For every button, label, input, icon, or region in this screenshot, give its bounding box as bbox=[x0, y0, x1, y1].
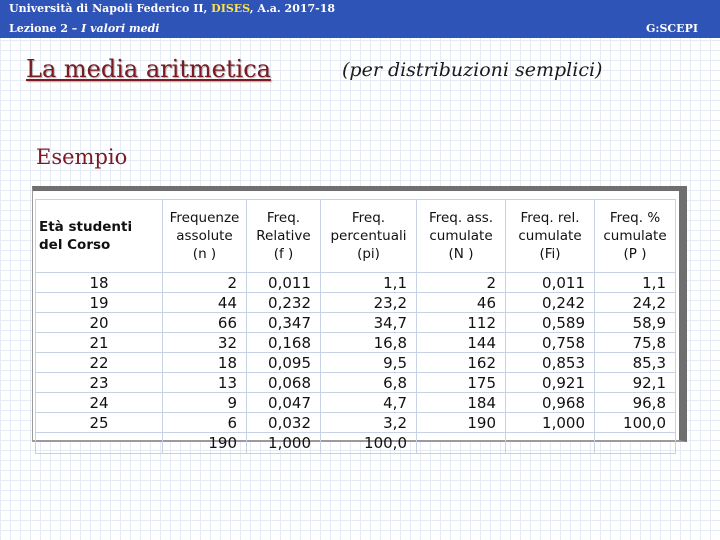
column-header-line: Frequenze bbox=[169, 210, 240, 226]
table-cell: 0,758 bbox=[506, 333, 595, 353]
table-total-cell: 1,000 bbox=[247, 433, 321, 454]
table-cell: 0,242 bbox=[506, 293, 595, 313]
table-cell: 0,011 bbox=[506, 273, 595, 293]
table-cell: 1,1 bbox=[321, 273, 417, 293]
table-cell: 0,232 bbox=[247, 293, 321, 313]
table-cell: 6 bbox=[163, 413, 247, 433]
header-department: DISES bbox=[211, 2, 250, 15]
column-header-line: cumulate bbox=[603, 228, 667, 244]
table-cell: 0,011 bbox=[247, 273, 321, 293]
table-cell: 6,8 bbox=[321, 373, 417, 393]
table-cell: 25 bbox=[36, 413, 163, 433]
table-cell: 175 bbox=[417, 373, 506, 393]
table-cell: 0,589 bbox=[506, 313, 595, 333]
table-cell: 1,000 bbox=[506, 413, 595, 433]
column-header-line: Età studenti bbox=[39, 219, 133, 235]
table-row bbox=[36, 333, 676, 353]
table-cell: 1,1 bbox=[595, 273, 676, 293]
table-cell: 85,3 bbox=[595, 353, 676, 373]
table-cell: 0,347 bbox=[247, 313, 321, 333]
column-header-line: Freq. bbox=[266, 210, 301, 226]
column-header-1 bbox=[163, 200, 247, 273]
table-cell: 18 bbox=[163, 353, 247, 373]
slide-subtitle: (per distribuzioni semplici) bbox=[342, 59, 603, 81]
table-cell: 0,047 bbox=[247, 393, 321, 413]
table-row bbox=[36, 393, 676, 413]
header-code: G:SCEPI bbox=[646, 22, 698, 35]
table-cell: 44 bbox=[163, 293, 247, 313]
column-header-2 bbox=[247, 200, 321, 273]
table-row bbox=[36, 293, 676, 313]
header-academic-year: , A.a. 2017-18 bbox=[249, 2, 336, 15]
column-header-line: cumulate bbox=[518, 228, 582, 244]
table-cell: 92,1 bbox=[595, 373, 676, 393]
header-lesson-prefix: Lezione 2 – bbox=[9, 22, 82, 35]
table-cell: 2 bbox=[163, 273, 247, 293]
table-cell: 112 bbox=[417, 313, 506, 333]
table-total-row bbox=[36, 433, 676, 454]
header-lesson-topic: I valori medi bbox=[81, 22, 160, 35]
table-cell: 32 bbox=[163, 333, 247, 353]
table-cell: 0,095 bbox=[247, 353, 321, 373]
column-header-line: (n ) bbox=[192, 246, 217, 262]
frequency-table-frame bbox=[32, 186, 687, 452]
header-bar bbox=[0, 0, 720, 38]
table-total-cell bbox=[595, 433, 676, 454]
header-lesson-line bbox=[9, 22, 159, 35]
example-label: Esempio bbox=[36, 145, 128, 169]
column-header-line: (N ) bbox=[448, 246, 474, 262]
table-cell: 24,2 bbox=[595, 293, 676, 313]
table-cell: 21 bbox=[36, 333, 163, 353]
table-body bbox=[36, 273, 676, 454]
table-cell: 0,168 bbox=[247, 333, 321, 353]
column-header-line: Freq. % bbox=[609, 210, 661, 226]
frequency-table bbox=[35, 199, 676, 454]
table-cell: 24 bbox=[36, 393, 163, 413]
table-total-cell bbox=[417, 433, 506, 454]
column-header-line: (f ) bbox=[273, 246, 294, 262]
column-header-line: (Fi) bbox=[539, 246, 561, 262]
header-university: Università di Napoli Federico II, bbox=[9, 2, 208, 15]
column-header-line: Freq. ass. bbox=[428, 210, 494, 226]
column-header-line: cumulate bbox=[429, 228, 493, 244]
table-row bbox=[36, 273, 676, 293]
table-cell: 9 bbox=[163, 393, 247, 413]
table-cell: 190 bbox=[417, 413, 506, 433]
table-cell: 16,8 bbox=[321, 333, 417, 353]
column-header-line: (pi) bbox=[357, 246, 380, 262]
table-cell: 9,5 bbox=[321, 353, 417, 373]
table-header-row bbox=[36, 200, 676, 273]
table-row bbox=[36, 353, 676, 373]
table-cell: 58,9 bbox=[595, 313, 676, 333]
table-cell: 34,7 bbox=[321, 313, 417, 333]
column-header-line: Freq. rel. bbox=[520, 210, 580, 226]
column-header-line: (P ) bbox=[623, 246, 647, 262]
table-cell: 100,0 bbox=[595, 413, 676, 433]
table-cell: 2 bbox=[417, 273, 506, 293]
table-cell: 46 bbox=[417, 293, 506, 313]
header-university-line bbox=[9, 2, 335, 15]
table-cell: 0,032 bbox=[247, 413, 321, 433]
table-cell: 184 bbox=[417, 393, 506, 413]
table-cell: 96,8 bbox=[595, 393, 676, 413]
table-cell: 0,068 bbox=[247, 373, 321, 393]
table-cell: 3,2 bbox=[321, 413, 417, 433]
table-cell: 23 bbox=[36, 373, 163, 393]
column-header-line: Relative bbox=[256, 228, 311, 244]
table-cell: 144 bbox=[417, 333, 506, 353]
table-total-cell bbox=[36, 433, 163, 454]
column-header-line: del Corso bbox=[39, 237, 111, 253]
table-header bbox=[36, 200, 676, 273]
table-cell: 13 bbox=[163, 373, 247, 393]
table-cell: 22 bbox=[36, 353, 163, 373]
column-header-0 bbox=[36, 200, 163, 273]
table-cell: 0,853 bbox=[506, 353, 595, 373]
column-header-3 bbox=[321, 200, 417, 273]
column-header-5 bbox=[506, 200, 595, 273]
table-cell: 75,8 bbox=[595, 333, 676, 353]
table-total-cell bbox=[506, 433, 595, 454]
table-cell: 20 bbox=[36, 313, 163, 333]
table-cell: 23,2 bbox=[321, 293, 417, 313]
table-cell: 18 bbox=[36, 273, 163, 293]
table-cell: 0,921 bbox=[506, 373, 595, 393]
column-header-line: percentuali bbox=[330, 228, 407, 244]
column-header-6 bbox=[595, 200, 676, 273]
table-cell: 162 bbox=[417, 353, 506, 373]
table-row bbox=[36, 413, 676, 433]
table-row bbox=[36, 373, 676, 393]
column-header-line: Freq. bbox=[351, 210, 386, 226]
table-total-cell: 190 bbox=[163, 433, 247, 454]
column-header-4 bbox=[417, 200, 506, 273]
table-cell: 4,7 bbox=[321, 393, 417, 413]
column-header-line: assolute bbox=[176, 228, 233, 244]
slide-title: La media aritmetica bbox=[26, 55, 271, 83]
table-cell: 0,968 bbox=[506, 393, 595, 413]
table-cell: 66 bbox=[163, 313, 247, 333]
table-total-cell: 100,0 bbox=[321, 433, 417, 454]
table-cell: 19 bbox=[36, 293, 163, 313]
table-row bbox=[36, 313, 676, 333]
